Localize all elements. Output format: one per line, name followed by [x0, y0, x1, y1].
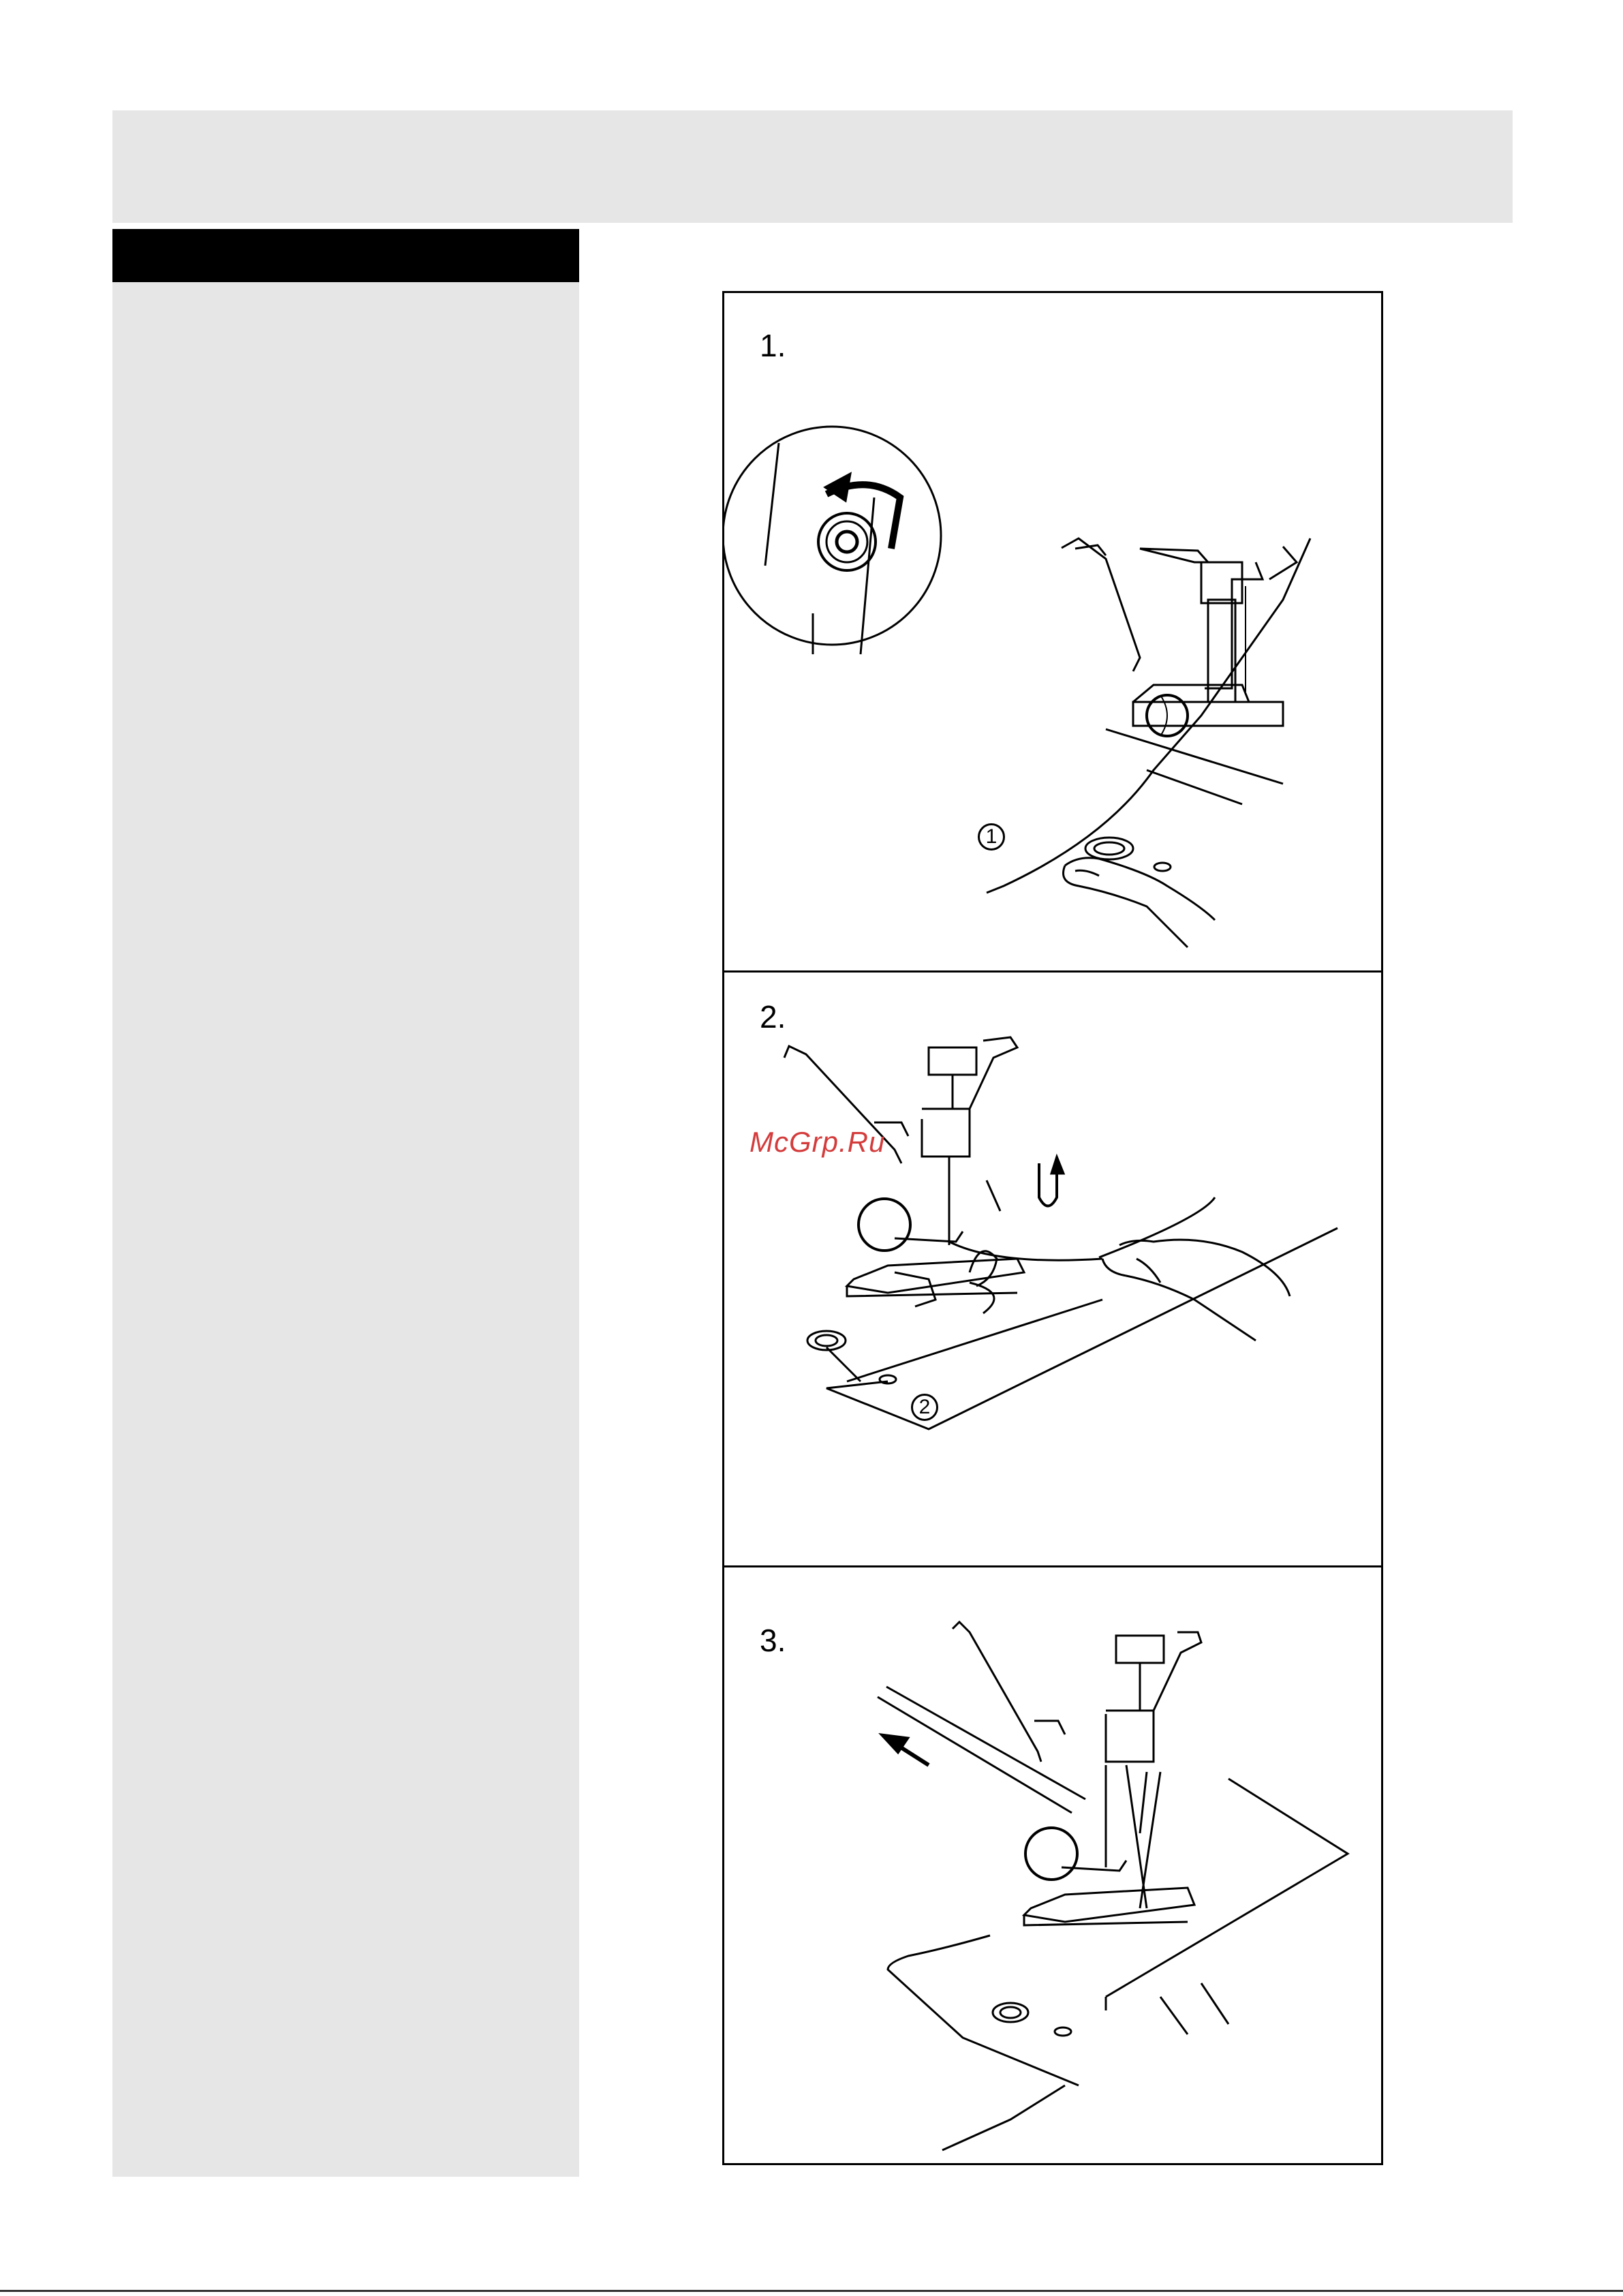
- step-2-number: 2.: [760, 999, 786, 1035]
- step-3-illustration: [724, 1567, 1381, 2163]
- step-1-illustration: [724, 293, 1381, 973]
- step-3-panel: [724, 1567, 1381, 2163]
- side-panel: [112, 282, 579, 2177]
- callout-2: 2: [911, 1394, 938, 1421]
- step-1-number: 1.: [760, 328, 786, 363]
- presser-foot-icon: [878, 1622, 1348, 2150]
- callout-1: 1: [978, 823, 1005, 851]
- pull-left-arrow-icon: [881, 1734, 929, 1765]
- step-2-panel: [724, 973, 1381, 1567]
- presser-foot-icon: [784, 1037, 1338, 1429]
- step-2-illustration: [724, 973, 1381, 1567]
- step-1-panel: [724, 293, 1381, 973]
- finger-icon: [1064, 858, 1216, 947]
- watermark: McGrp.Ru: [749, 1126, 886, 1158]
- handwheel-magnifier-icon: [724, 427, 941, 654]
- header-band: [112, 110, 1513, 223]
- hand-holding-thread-icon: [949, 1197, 1290, 1341]
- instruction-figure: [722, 291, 1383, 2165]
- presser-foot-icon: [987, 538, 1310, 893]
- loop-up-arrow-icon: [1039, 1157, 1064, 1206]
- footer-rule: [0, 2290, 1623, 2292]
- side-title-bar: [112, 229, 579, 282]
- step-3-number: 3.: [760, 1623, 786, 1658]
